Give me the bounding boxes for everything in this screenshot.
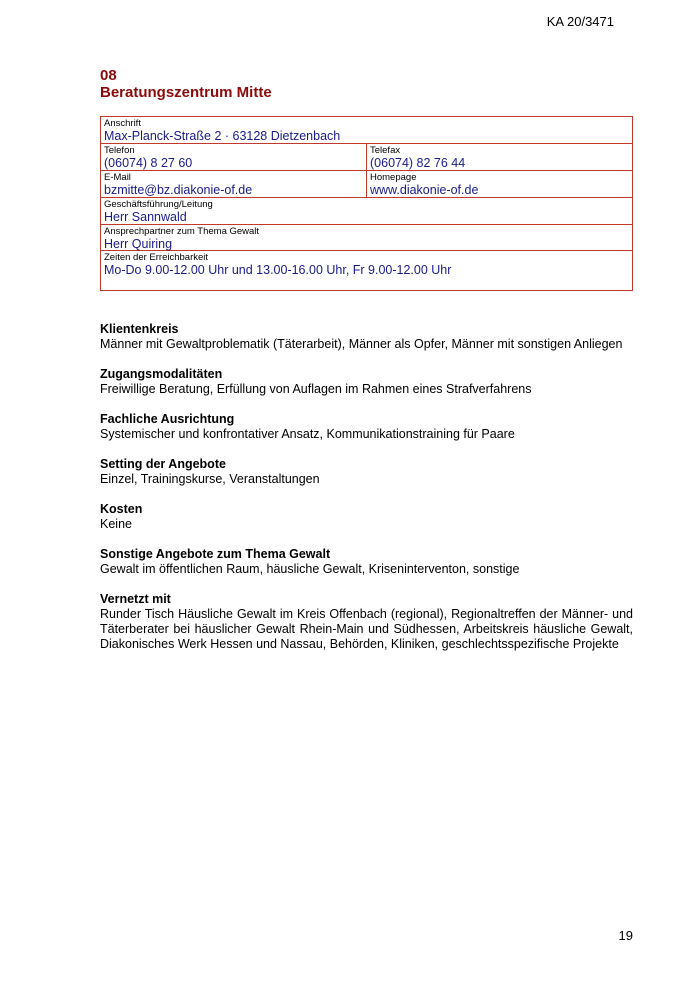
block-fachliche-ausrichtung bbox=[100, 412, 633, 442]
block-vernetzt-mit bbox=[100, 592, 633, 652]
leitung-value: Herr Sannwald bbox=[104, 210, 187, 224]
block-setting bbox=[100, 457, 633, 487]
page-number: 19 bbox=[618, 928, 633, 943]
homepage-value[interactable]: www.diakonie-of.de bbox=[370, 183, 479, 197]
block-kosten bbox=[100, 502, 633, 532]
cell-ansprechpartner bbox=[101, 225, 632, 250]
block-heading: Setting der Angebote bbox=[100, 457, 226, 471]
block-sonstige-angebote bbox=[100, 547, 633, 577]
section-number: 08 bbox=[100, 67, 117, 84]
telefax-value: (06074) 82 76 44 bbox=[370, 156, 466, 170]
row-ansprechpartner bbox=[101, 225, 632, 251]
leitung-label: Geschäftsführung/Leitung bbox=[104, 199, 213, 210]
block-heading: Kosten bbox=[100, 502, 143, 516]
row-leitung bbox=[101, 198, 632, 225]
telefax-label: Telefax bbox=[370, 145, 401, 156]
ansprechpartner-label: Ansprechpartner zum Thema Gewalt bbox=[104, 226, 260, 237]
cell-zeiten bbox=[101, 251, 632, 290]
block-text: Freiwillige Beratung, Erfüllung von Auflagen im Rahmen eines Strafverfahrens bbox=[100, 382, 532, 396]
email-value[interactable]: bzmitte@bz.diakonie-of.de bbox=[104, 183, 253, 197]
block-text: Systemischer und konfrontativer Ansatz, Kommunikationstraining für Paare bbox=[100, 427, 515, 441]
anschrift-value: Max-Planck-Straße 2 · 63128 Dietzenbach bbox=[104, 129, 341, 143]
homepage-label: Homepage bbox=[370, 172, 417, 183]
anschrift-label: Anschrift bbox=[104, 118, 141, 129]
cell-telefax bbox=[367, 144, 632, 170]
row-anschrift bbox=[101, 117, 632, 144]
cell-homepage bbox=[367, 171, 632, 197]
block-text: Runder Tisch Häusliche Gewalt im Kreis Offenbach (regional), Regionaltreffen der Männer- und Täterberater bei häuslicher Gewalt Rhein-Main und Südhessen, Arbeitskreis häusliche Gewalt, Diakonisches Werk Hessen und Nassau, Behörden, Kliniken, geschlechtsspezifische Projekte bbox=[100, 607, 633, 651]
block-text: Gewalt im öffentlichen Raum, häusliche Gewalt, Kriseninterventon, sonstige bbox=[100, 562, 520, 576]
cell-email bbox=[101, 171, 367, 197]
block-heading: Klientenkreis bbox=[100, 322, 179, 336]
zeiten-label: Zeiten der Erreichbarkeit bbox=[104, 252, 209, 263]
cell-telefon bbox=[101, 144, 367, 170]
block-klientenkreis bbox=[100, 322, 633, 352]
telefon-value: (06074) 8 27 60 bbox=[104, 156, 193, 170]
block-text: Keine bbox=[100, 517, 132, 531]
content-blocks bbox=[100, 322, 633, 667]
cell-leitung bbox=[101, 198, 632, 224]
row-telefon bbox=[101, 144, 632, 171]
block-zugangsmodalitaeten bbox=[100, 367, 633, 397]
row-email bbox=[101, 171, 632, 198]
block-heading: Vernetzt mit bbox=[100, 592, 171, 606]
row-zeiten bbox=[101, 251, 632, 290]
block-text: Einzel, Trainingskurse, Veranstaltungen bbox=[100, 472, 320, 486]
block-heading: Zugangsmodalitäten bbox=[100, 367, 223, 381]
telefon-label: Telefon bbox=[104, 145, 135, 156]
document-id: KA 20/3471 bbox=[546, 14, 614, 29]
ansprechpartner-value: Herr Quiring bbox=[104, 237, 173, 251]
block-heading: Fachliche Ausrichtung bbox=[100, 412, 235, 426]
block-text: Männer mit Gewaltproblematik (Täterarbeit), Männer als Opfer, Männer mit sonstigen Anliegen bbox=[100, 337, 623, 351]
zeiten-value: Mo-Do 9.00-12.00 Uhr und 13.00-16.00 Uhr, Fr 9.00-12.00 Uhr bbox=[104, 263, 452, 277]
cell-anschrift bbox=[101, 117, 632, 143]
block-heading: Sonstige Angebote zum Thema Gewalt bbox=[100, 547, 331, 561]
contact-info-box bbox=[100, 116, 633, 291]
section-title: Beratungszentrum Mitte bbox=[100, 84, 272, 101]
email-label: E-Mail bbox=[104, 172, 131, 183]
